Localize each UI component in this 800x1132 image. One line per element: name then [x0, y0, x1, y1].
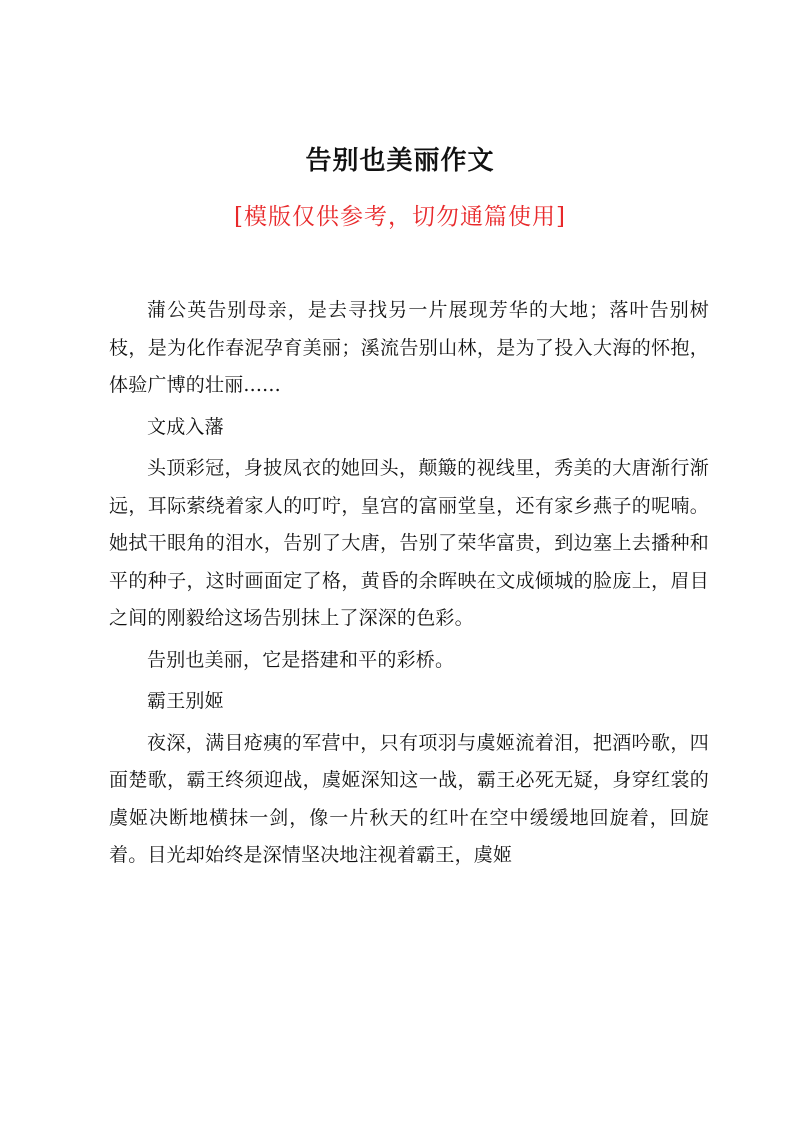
- section-heading-bawang: 霸王别姬: [147, 690, 224, 712]
- document-body: [109, 292, 709, 879]
- template-notice: [模版仅供参考，切勿通篇使用]: [234, 204, 566, 230]
- intro-paragraph: 蒲公英告别母亲，是去寻找另一片展现芳华的大地；落叶告别树枝，是为化作春泥孕育美丽；溪流告别山林，是为了投入大海的怀抱，体验广博的壮丽......: [109, 299, 709, 396]
- section-heading-wencheng: 文成入藩: [147, 415, 224, 438]
- bawang-paragraph: 夜深，满目疮痍的军营中，只有项羽与虞姬流着泪，把酒吟歌，四面楚歌，霸王终须迎战，虞姬深知这一战，霸王必死无疑，身穿红裳的虞姬决断地横抹一剑，像一片秋天的红叶在空中缓缓地回旋着，回旋着。目光却始终是深情坚决地注视着霸王，虞姬: [109, 731, 709, 866]
- document-title: 告别也美丽作文: [305, 146, 495, 176]
- wencheng-paragraph: 头顶彩冠，身披凤衣的她回头，颠簸的视线里，秀美的大唐渐行渐远，耳际萦绕着家人的叮咛，皇宫的富丽堂皇，还有家乡燕子的呢喃。她拭干眼角的泪水，告别了大唐，告别了荣华富贵，到边塞上去播种和平的种子，这时画面定了格，黄昏的余晖映在文成倾城的脸庞上，眉目之间的刚毅给这场告别抹上了深深的色彩。: [109, 457, 709, 629]
- summary-paragraph: 告别也美丽，它是搭建和平的彩桥。: [147, 648, 455, 671]
